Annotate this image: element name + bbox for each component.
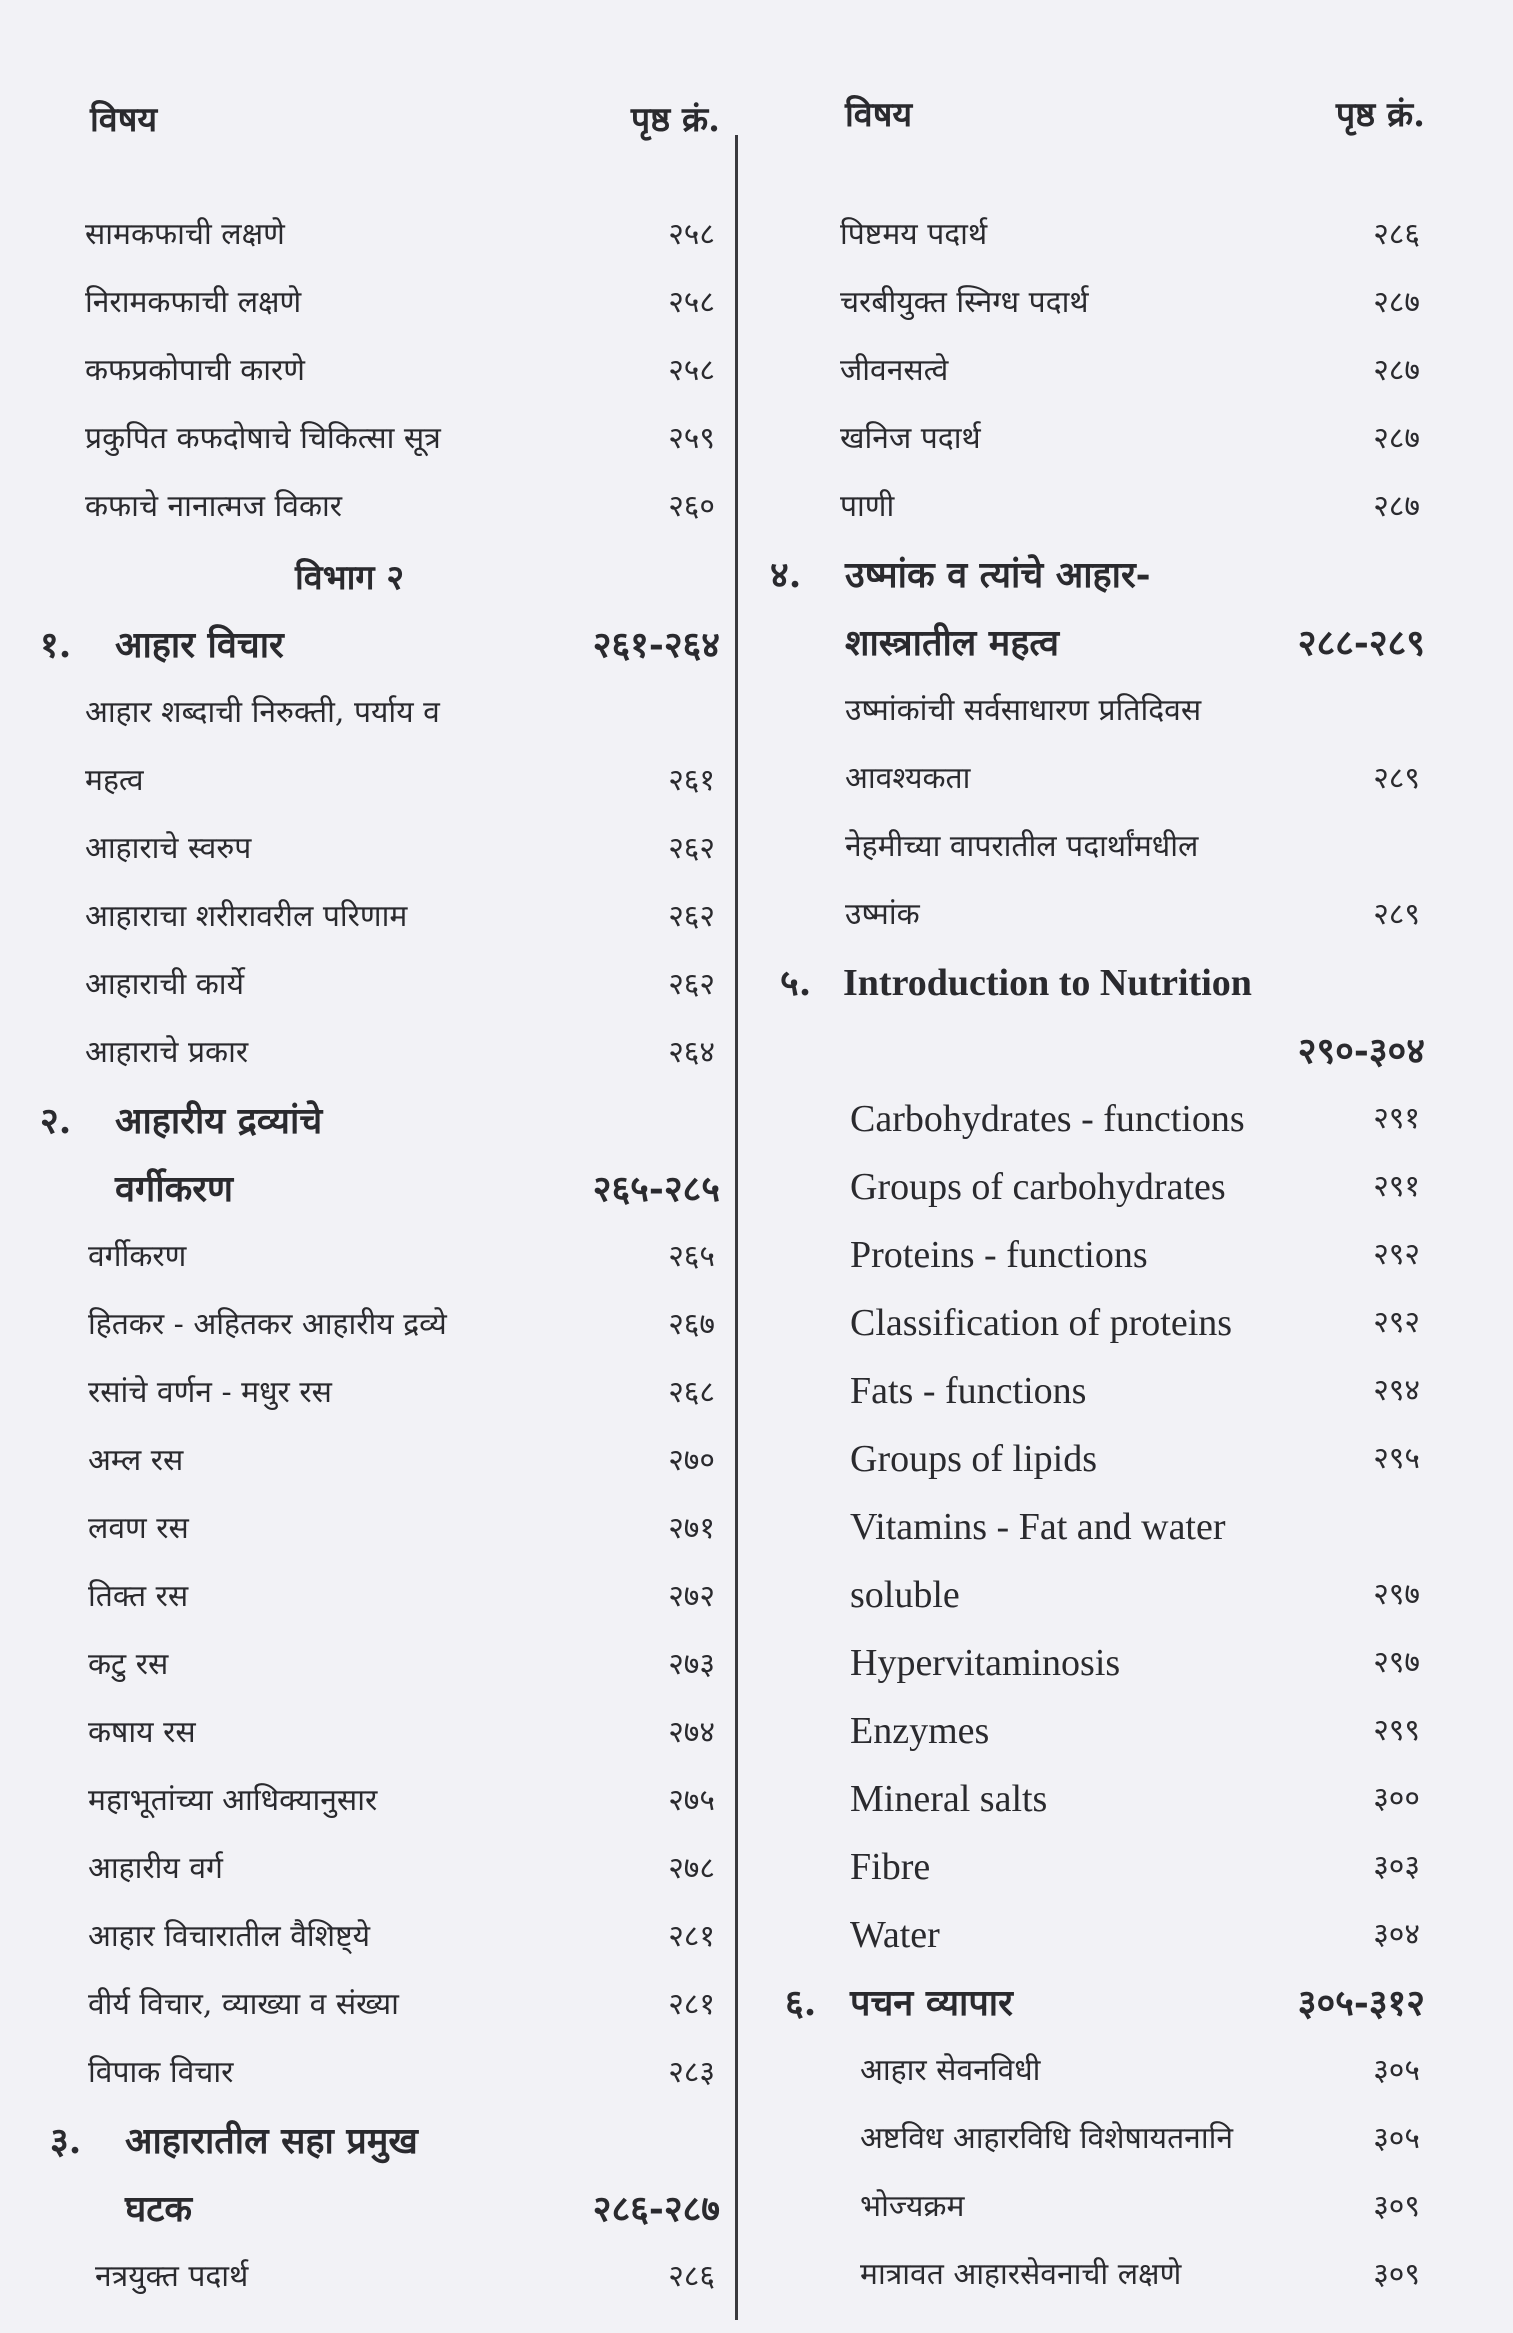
entry-page: ३०९ [1373, 2257, 1420, 2292]
entry-page: २६७ [668, 1307, 715, 1342]
entry-page: २९७ [1373, 1645, 1420, 1680]
entry-page: २८६ [1373, 217, 1420, 252]
entry-title: प्रकुपित कफदोषाचे चिकित्सा सूत्र [85, 421, 441, 456]
toc-entry [765, 885, 1455, 945]
chapter-number: ३. [50, 2120, 82, 2162]
entry-title: Hypervitaminosis [850, 1642, 1121, 1684]
chapter-range: ३०५-३१२ [1297, 1982, 1425, 2024]
toc-entry [40, 2043, 720, 2103]
entry-page: २७१ [668, 1511, 715, 1546]
entry-page: २६८ [668, 1375, 715, 1410]
entry-page: २८९ [1373, 897, 1420, 932]
entry-title: Vitamins - Fat and water [850, 1506, 1226, 1548]
entry-title: Water [850, 1914, 940, 1956]
entry-title: Fats - functions [850, 1370, 1087, 1412]
toc-entry [40, 273, 720, 333]
toc-entry [765, 1225, 1455, 1285]
entry-title: कफप्रकोपाची कारणे [85, 353, 305, 388]
toc-entry [40, 1431, 720, 1491]
entry-title: कफाचे नानात्मज विकार [85, 489, 343, 524]
toc-entry [765, 1905, 1455, 1965]
entry-title: कटु रस [88, 1647, 169, 1682]
entry-title: वर्गीकरण [88, 1239, 187, 1274]
toc-entry [765, 2041, 1455, 2101]
toc-entry [765, 1429, 1455, 1489]
entry-page: २९५ [1373, 1441, 1420, 1476]
entry-title: Groups of lipids [850, 1438, 1097, 1480]
chapter-title: आहार विचार [115, 624, 284, 666]
entry-page: २९४ [1373, 1373, 1420, 1408]
toc-entry [765, 1361, 1455, 1421]
toc-entry [765, 1497, 1455, 1557]
entry-page: २९७ [1373, 1577, 1420, 1612]
entry-title: Fibre [850, 1846, 931, 1888]
entry-title: आवश्यकता [845, 761, 971, 796]
entry-page: २९२ [1373, 1305, 1420, 1340]
toc-entry [765, 1157, 1455, 1217]
entry-title: नेहमीच्या वापरातील पदार्थांमधील [845, 829, 1199, 864]
entry-title: Mineral salts [850, 1778, 1048, 1820]
entry-page: २८७ [1373, 353, 1420, 388]
column-divider [735, 135, 738, 2320]
entry-page: २८३ [668, 2055, 715, 2090]
entry-page: २७० [668, 1443, 715, 1478]
chapter-number: १. [40, 624, 72, 666]
chapter-heading-cont [765, 613, 1455, 673]
toc-entry [40, 1023, 720, 1083]
toc-entry [40, 1839, 720, 1899]
entry-title: soluble [850, 1574, 960, 1616]
entry-title: विपाक विचार [88, 2055, 234, 2090]
toc-entry [40, 2247, 720, 2307]
chapter-heading [40, 615, 720, 675]
entry-page: २७४ [668, 1715, 715, 1750]
chapter-heading [765, 953, 1455, 1013]
entry-title: सामकफाची लक्षणे [85, 217, 285, 252]
entry-title: महत्व [85, 763, 144, 798]
chapter-heading-cont [40, 1159, 720, 1219]
entry-page: २६४ [668, 1035, 715, 1070]
entry-page: २८६ [668, 2259, 715, 2294]
toc-entry [40, 477, 720, 537]
entry-title: चरबीयुक्त स्निग्ध पदार्थ [840, 285, 1089, 320]
toc-entry [765, 477, 1455, 537]
entry-title: आहारीय वर्ग [88, 1851, 223, 1886]
entry-page: २९२ [1373, 1237, 1420, 1272]
entry-page: २९१ [1373, 1169, 1420, 1204]
entry-page: २७८ [668, 1851, 715, 1886]
division-heading [40, 548, 720, 608]
entry-page: २७२ [668, 1579, 715, 1614]
toc-entry [765, 1089, 1455, 1149]
entry-title: अष्टविध आहारविधि विशेषायतनानि [860, 2121, 1234, 2156]
entry-title: आहार शब्दाची निरुक्ती, पर्याय व [85, 695, 440, 730]
entry-page: २८१ [668, 1919, 715, 1954]
entry-page: २६० [668, 489, 715, 524]
chapter-range: २८८-२८९ [1297, 622, 1425, 664]
entry-title: आहाराचे प्रकार [85, 1035, 249, 1070]
toc-entry [765, 1701, 1455, 1761]
entry-title: कषाय रस [88, 1715, 196, 1750]
subject-heading: विषय [90, 100, 158, 140]
chapter-range: २६५-२८५ [592, 1168, 720, 1210]
entry-page: ३०४ [1373, 1917, 1420, 1952]
chapter-heading-cont [40, 2179, 720, 2239]
entry-title: महाभूतांच्या आधिक्यानुसार [88, 1783, 378, 1818]
toc-entry [765, 1837, 1455, 1897]
entry-title: मात्रावत आहारसेवनाची लक्षणे [860, 2257, 1182, 2292]
chapter-title: आहारीय द्रव्यांचे [115, 1100, 323, 1142]
chapter-range: २८६-२८७ [592, 2188, 720, 2230]
entry-title: आहाराचे स्वरुप [85, 831, 252, 866]
entry-page: २५९ [668, 421, 715, 456]
entry-page: २८७ [1373, 421, 1420, 456]
entry-title: Enzymes [850, 1710, 990, 1752]
chapter-heading [765, 545, 1455, 605]
toc-entry [765, 1769, 1455, 1829]
chapter-title: वर्गीकरण [115, 1168, 234, 1210]
toc-entry [40, 1499, 720, 1559]
toc-entry [40, 1295, 720, 1355]
entry-title: लवण रस [88, 1511, 189, 1546]
toc-entry [765, 749, 1455, 809]
entry-title: Groups of carbohydrates [850, 1166, 1226, 1208]
entry-title: वीर्य विचार, व्याख्या व संख्या [88, 1987, 399, 2022]
entry-title: उष्मांकांची सर्वसाधारण प्रतिदिवस [845, 693, 1202, 728]
entry-page: ३०९ [1373, 2189, 1420, 2224]
toc-entry [765, 1633, 1455, 1693]
entry-title: नत्रयुक्त पदार्थ [95, 2259, 249, 2294]
entry-page: २६२ [668, 831, 715, 866]
chapter-number: ५. [780, 962, 812, 1004]
toc-entry [40, 1567, 720, 1627]
chapter-title: घटक [125, 2188, 193, 2230]
division-title: विभाग २ [295, 558, 405, 598]
toc-entry [765, 2109, 1455, 2169]
entry-title: अम्ल रस [88, 1443, 184, 1478]
entry-title: जीवनसत्वे [840, 353, 949, 388]
toc-entry [765, 1565, 1455, 1625]
entry-page: ३०५ [1373, 2121, 1420, 2156]
chapter-heading [40, 1091, 720, 1151]
chapter-title: उष्मांक व त्यांचे आहार- [845, 554, 1151, 596]
entry-page: २५८ [668, 285, 715, 320]
entry-page: ३०३ [1373, 1849, 1420, 1884]
entry-title: Carbohydrates - functions [850, 1098, 1245, 1140]
toc-entry [765, 681, 1455, 741]
chapter-title: पचन व्यापार [850, 1982, 1013, 2024]
chapter-range: २६१-२६४ [592, 624, 720, 666]
toc-entry [40, 205, 720, 265]
toc-entry [40, 887, 720, 947]
toc-entry [40, 1703, 720, 1763]
entry-title: रसांचे वर्णन - मधुर रस [88, 1375, 332, 1410]
chapter-title: शास्त्रातील महत्व [845, 622, 1059, 664]
entry-title: भोज्यक्रम [860, 2189, 965, 2224]
entry-page: २६२ [668, 967, 715, 1002]
toc-entry [765, 1293, 1455, 1353]
entry-title: Classification of proteins [850, 1302, 1233, 1344]
entry-title: खनिज पदार्थ [840, 421, 981, 456]
toc-entry [765, 205, 1455, 265]
toc-entry [40, 341, 720, 401]
entry-title: तिक्त रस [88, 1579, 189, 1614]
entry-page: २६१ [668, 763, 715, 798]
entry-page: २६५ [668, 1239, 715, 1274]
left-header [40, 90, 720, 150]
entry-title: आहाराची कार्ये [85, 967, 244, 1002]
entry-title: आहाराचा शरीरावरील परिणाम [85, 899, 408, 934]
entry-page: २८७ [1373, 285, 1420, 320]
page-heading: पृष्ठ क्रं. [1335, 95, 1425, 135]
entry-page: २९१ [1373, 1101, 1420, 1136]
chapter-title: आहारातील सहा प्रमुख [125, 2120, 418, 2162]
chapter-heading [765, 1973, 1455, 2033]
toc-entry [40, 1635, 720, 1695]
entry-page: ३०० [1373, 1781, 1420, 1816]
entry-title: आहार विचारातील वैशिष्ट्ये [88, 1919, 370, 1954]
entry-page: २८९ [1373, 761, 1420, 796]
entry-title: हितकर - अहितकर आहारीय द्रव्ये [88, 1307, 447, 1342]
toc-entry [765, 341, 1455, 401]
entry-title: पिष्टमय पदार्थ [840, 217, 988, 252]
toc-entry [765, 273, 1455, 333]
toc-entry [40, 1227, 720, 1287]
toc-entry [765, 2245, 1455, 2305]
toc-entry [40, 409, 720, 469]
entry-title: Proteins - functions [850, 1234, 1148, 1276]
entry-page: २७३ [668, 1647, 715, 1682]
chapter-range: २९०-३०४ [1297, 1030, 1425, 1072]
page-heading: पृष्ठ क्रं. [630, 100, 720, 140]
entry-page: २९९ [1373, 1713, 1420, 1748]
toc-entry [765, 409, 1455, 469]
entry-page: २७५ [668, 1783, 715, 1818]
toc-entry [40, 1907, 720, 1967]
entry-title: पाणी [840, 489, 895, 524]
entry-page: २८७ [1373, 489, 1420, 524]
chapter-heading [40, 2111, 720, 2171]
entry-page: २६२ [668, 899, 715, 934]
right-header [765, 85, 1455, 145]
chapter-title: Introduction to Nutrition [843, 962, 1252, 1004]
entry-title: आहार सेवनविधी [860, 2053, 1041, 2088]
toc-entry [40, 1363, 720, 1423]
entry-page: ३०५ [1373, 2053, 1420, 2088]
chapter-number: ६. [785, 1982, 817, 2024]
entry-page: २८१ [668, 1987, 715, 2022]
subject-heading: विषय [845, 95, 913, 135]
chapter-number: ४. [770, 554, 802, 596]
entry-page: २५८ [668, 353, 715, 388]
chapter-heading-cont [765, 1021, 1455, 1081]
chapter-number: २. [40, 1100, 72, 1142]
toc-entry [40, 683, 720, 743]
toc-entry [765, 817, 1455, 877]
toc-entry [40, 1975, 720, 2035]
toc-entry [40, 819, 720, 879]
entry-page: २५८ [668, 217, 715, 252]
toc-entry [40, 955, 720, 1015]
toc-entry [40, 1771, 720, 1831]
entry-title: निरामकफाची लक्षणे [85, 285, 302, 320]
toc-entry [40, 751, 720, 811]
entry-title: उष्मांक [845, 897, 920, 932]
toc-entry [765, 2177, 1455, 2237]
